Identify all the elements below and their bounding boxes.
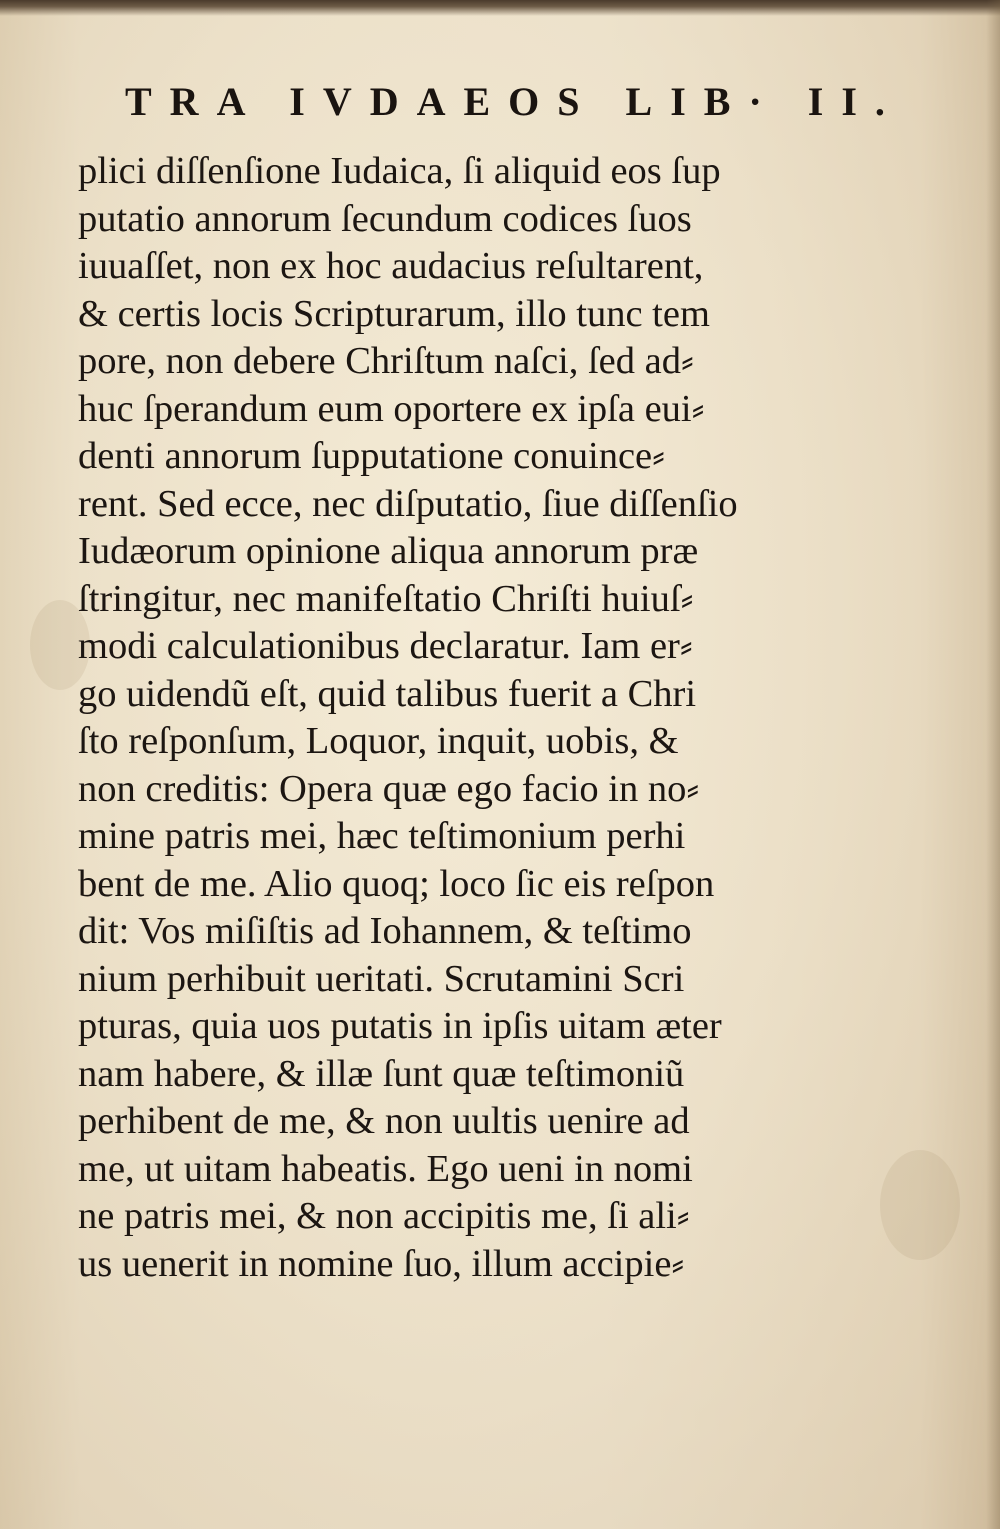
text-line: rent. Sed ecce, nec diſputatio, ſiue diſſenſio	[78, 482, 738, 525]
text-line: non creditis: Opera quæ ego facio in no⸗	[78, 767, 700, 810]
running-head: TRA IVDAEOS LIB· II.	[125, 79, 903, 124]
text-line: & certis locis Scripturarum, illo tunc tem	[78, 292, 710, 335]
text-line: iuuaſſet, non ex hoc audacius reſultarent,	[78, 245, 704, 287]
text-line: nium perhibuit ueritati. Scrutamini Scri	[78, 957, 685, 1000]
text-line: mine patris mei, hæc teſtimonium perhi	[78, 815, 686, 857]
text-line: ne patris mei, & non accipitis me, ſi ali⸗	[78, 1195, 690, 1237]
page-top-edge	[0, 0, 1000, 16]
text-line: go uidendũ eſt, quid talibus fuerit a Chri	[78, 672, 697, 715]
text-line: huc ſperandum eum oportere ex ipſa eui⸗	[78, 387, 705, 430]
body-text	[78, 148, 808, 1288]
text-line: modi calculationibus declaratur. Iam er⸗	[78, 625, 693, 667]
text-line: pore, non debere Chriſtum naſci, ſed ad⸗	[78, 340, 694, 382]
paper-stain	[880, 1150, 960, 1260]
text-line: plici diſſenſione Iudaica, ſi aliquid eos ſup	[78, 150, 721, 192]
text-line: dit: Vos miſiſtis ad Iohannem, & teſtimo	[78, 910, 692, 952]
text-line: ſtringitur, nec manifeſtatio Chriſti huiuſ⸗	[78, 577, 694, 620]
text-line: me, ut uitam habeatis. Ego ueni in nomi	[78, 1147, 693, 1190]
text-line: putatio annorum ſecundum codices ſuos	[78, 197, 692, 240]
text-line: nam habere, & illæ ſunt quæ teſtimoniũ	[78, 1052, 685, 1095]
text-line: ſto reſponſum, Loquor, inquit, uobis, &	[78, 720, 679, 762]
text-line: pturas, quia uos putatis in ipſis uitam æter	[78, 1005, 722, 1047]
text-line: Iudæorum opinione aliqua annorum præ	[78, 530, 699, 572]
text-line: us uenerit in nomine ſuo, illum accipie⸗	[78, 1242, 685, 1285]
text-line: perhibent de me, & non uultis uenire ad	[78, 1100, 690, 1142]
page-right-edge	[986, 0, 1000, 1529]
text-line: denti annorum ſupputatione conuince⸗	[78, 435, 665, 477]
text-line: bent de me. Alio quoq; loco ſic eis reſpon	[78, 862, 715, 905]
